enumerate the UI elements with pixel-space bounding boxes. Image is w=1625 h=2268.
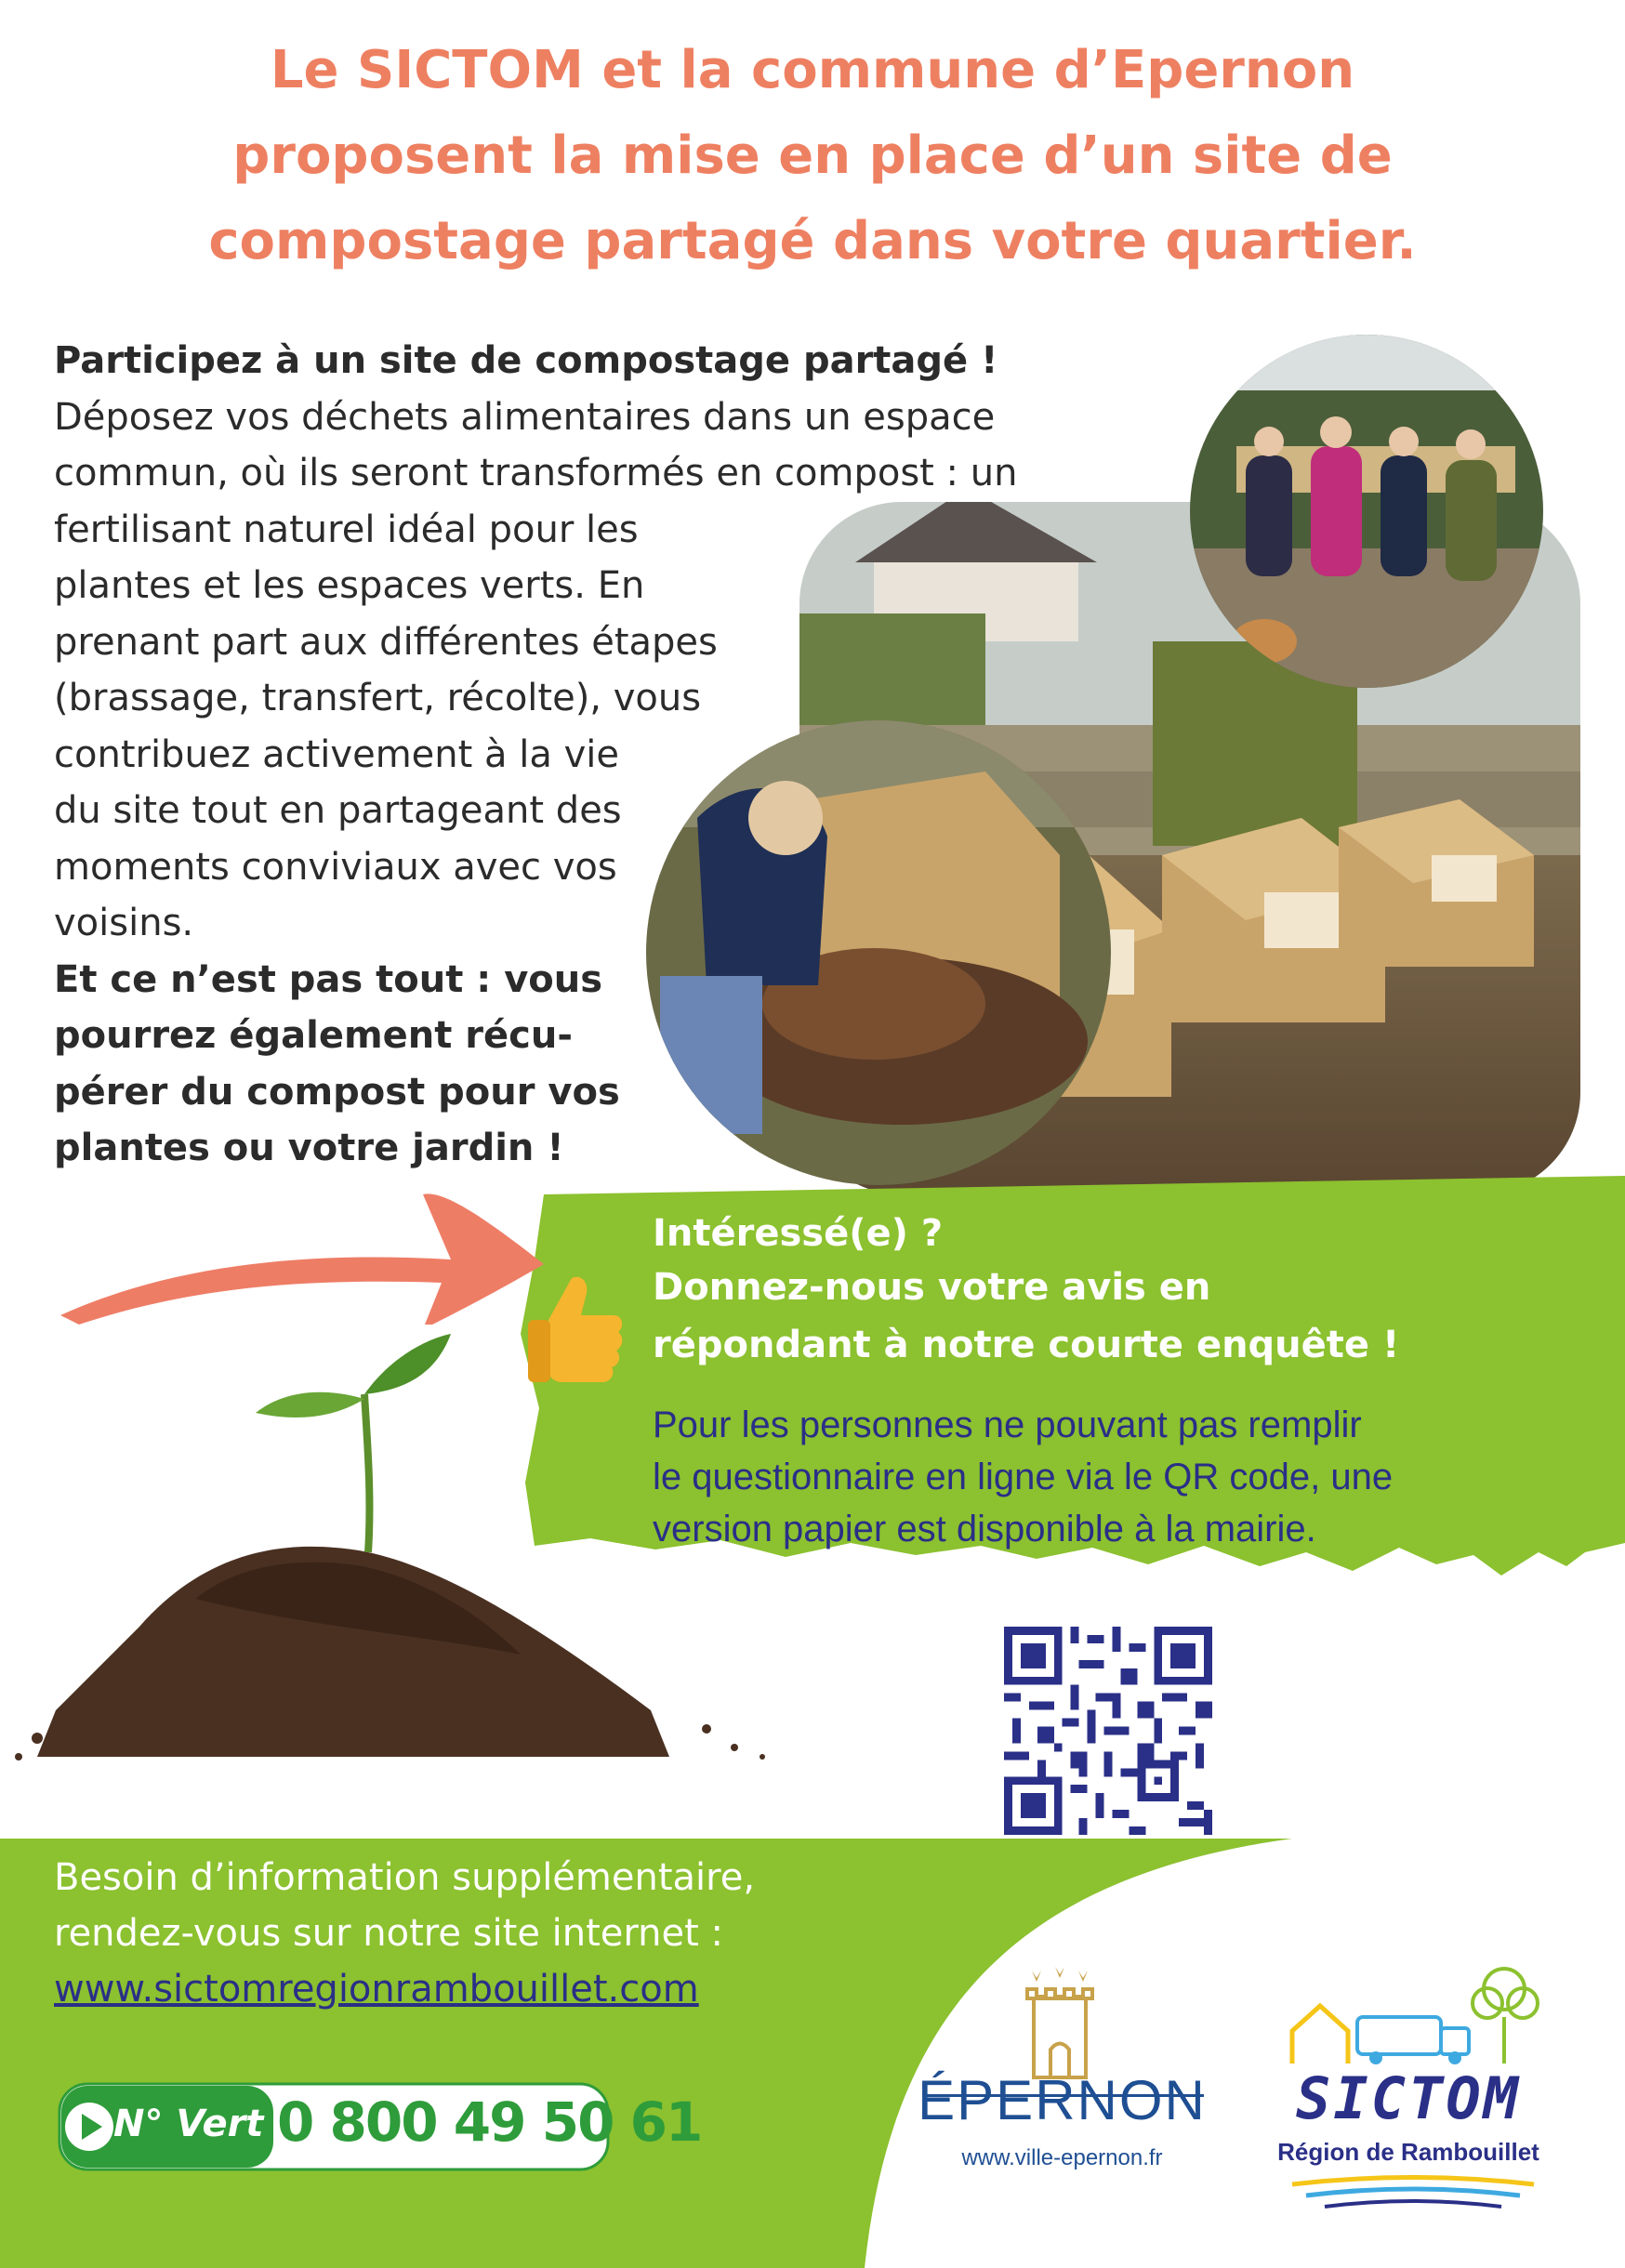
sictom-waves (1288, 2175, 1539, 2212)
intro-line: du site tout en partageant des (54, 789, 622, 832)
intro-bold-line: Et ce n’est pas tout : vous (54, 957, 603, 1001)
title-line: compostage partagé dans votre quartier. (208, 211, 1417, 271)
paper-line: version papier est disponible à la mairie. (653, 1509, 1316, 1549)
intro-line: (brassage, transfert, récolte), vous (54, 677, 702, 719)
info-line: Besoin d’information supplémentaire, (54, 1856, 756, 1899)
survey-line: Donnez-nous votre avis en (653, 1266, 1211, 1309)
epernon-url[interactable]: www.ville-epernon.fr (961, 2145, 1163, 2170)
epernon-name: ÉPERNON (918, 2069, 1207, 2131)
compost-photo-collage (595, 335, 1580, 1194)
sictom-subtitle: Région de Rambouillet (1277, 2138, 1539, 2166)
title-line: proposent la mise en place d’un site de (232, 125, 1393, 186)
intro-line: commun, où ils seront transformés en compost : un (54, 452, 1018, 494)
intro-line: voisins. (54, 902, 194, 944)
intro-line: plantes et les espaces verts. En (54, 564, 645, 607)
intro-heading: Participez à un site de compostage partagé ! (54, 339, 998, 382)
intro-line: Déposez vos déchets alimentaires dans un espace (54, 395, 996, 439)
survey-line: répondant à notre courte enquête ! (653, 1324, 1400, 1366)
intro-bold-line: pérer du compost pour vos (54, 1070, 620, 1114)
sictom-name: SICTOM (1296, 2064, 1521, 2132)
more-info-text (54, 1850, 755, 2017)
intro-bold-line: pourrez également récu- (54, 1014, 573, 1057)
arrow-icon (51, 1167, 553, 1325)
garbage-truck-icon (1357, 2017, 1469, 2064)
intro-line: fertilisant naturel idéal pour les (54, 508, 639, 551)
intro-line: moments conviviaux avec vos (54, 845, 617, 889)
info-line: rendez-vous sur notre site internet : (54, 1912, 723, 1955)
survey-line: Intéressé(e) ? (653, 1212, 944, 1255)
phone-number[interactable]: 0 800 49 50 61 (277, 2090, 702, 2154)
website-link[interactable]: www.sictomregionrambouillet.com (54, 1968, 699, 2011)
paper-line: Pour les personnes ne pouvant pas remplir (653, 1404, 1362, 1445)
intro-line: contribuez activement à la vie (54, 732, 619, 776)
intro-bold-line: plantes ou votre jardin ! (54, 1127, 564, 1169)
title-line: Le SICTOM et la commune d’Epernon (270, 40, 1355, 100)
seedling-soil-image (0, 1320, 799, 1785)
survey-qr-code[interactable] (1004, 1627, 1212, 1835)
tree-icon (1473, 1969, 1538, 2064)
sictom-logo-art (1283, 1961, 1543, 2073)
novert-label: N° Vert (113, 2103, 264, 2145)
page-title (74, 28, 1551, 284)
intro-line: prenant part aux différentes étapes (54, 620, 718, 664)
paper-line: le questionnaire en ligne via le QR code, une (653, 1457, 1394, 1497)
group-photo (1190, 335, 1543, 688)
